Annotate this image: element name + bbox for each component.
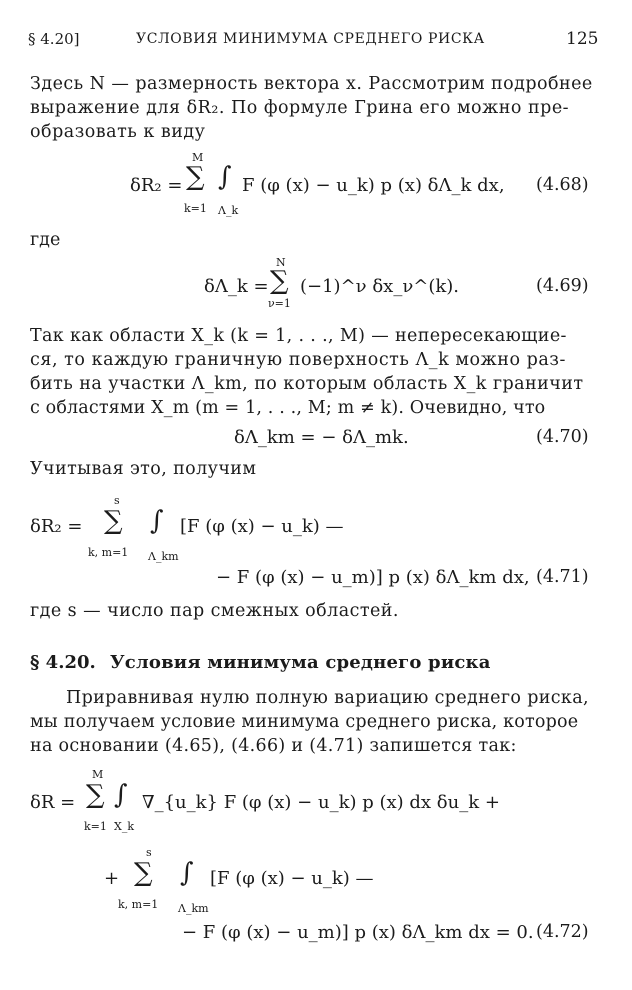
section-number: § 4.20. — [30, 652, 96, 673]
eq-number: (4.68) — [536, 175, 589, 195]
eq-lower-limit: ν=1 — [268, 297, 291, 310]
sum-symbol: ∑ — [134, 858, 153, 888]
integral-symbol: ∫ — [218, 162, 232, 192]
eq-lhs: δR₂ = — [30, 516, 83, 537]
paragraph-line: образовать к виду — [30, 122, 206, 142]
eq-number: (4.69) — [536, 276, 589, 296]
eq-line: − F (φ (x) − u_m)] p (x) δΛ_km dx = 0. — [182, 922, 534, 943]
eq-lower-limit: k=1 — [84, 820, 107, 833]
eq-upper-limit: M — [92, 768, 104, 781]
paragraph-line: на основании (4.65), (4.66) и (4.71) запишется так: — [30, 736, 517, 756]
paragraph-line: бить на участки Λ_km, по которым область X_k граничит — [30, 374, 584, 394]
header-section-mark: § 4.20] — [28, 30, 80, 48]
eq-number: (4.70) — [536, 427, 589, 447]
eq-lower-limit: k=1 — [184, 202, 207, 215]
sum-symbol: ∑ — [104, 506, 123, 536]
eq-lhs: δR = — [30, 792, 76, 813]
integral-symbol: ∫ — [180, 858, 194, 888]
eq-body: δΛ_km = − δΛ_mk. — [234, 427, 409, 448]
eq-number: (4.71) — [536, 567, 589, 587]
eq-domain: Λ_km — [148, 550, 179, 563]
paragraph-line: Здесь N — размерность вектора x. Рассмотрим подробнее — [30, 74, 593, 94]
integral-symbol: ∫ — [150, 506, 164, 536]
eq-number: (4.72) — [536, 922, 589, 942]
page-number: 125 — [566, 29, 599, 49]
eq-domain: Λ_k — [218, 204, 239, 217]
paragraph-line: мы получаем условие минимума среднего риска, которое — [30, 712, 579, 732]
eq-upper-limit: M — [192, 151, 204, 164]
sum-symbol: ∑ — [186, 162, 205, 192]
paragraph-line: с областями X_m (m = 1, . . ., M; m ≠ k). Очевидно, что — [30, 398, 546, 418]
eq-line: ∇_{u_k} F (φ (x) − u_k) p (x) dx δu_k + — [142, 792, 500, 813]
eq-lhs: δR₂ = — [130, 175, 183, 196]
eq-lower-limit: k, m=1 — [118, 898, 159, 911]
eq-upper-limit: s — [114, 494, 120, 507]
paragraph-line: Учитывая это, получим — [30, 459, 257, 479]
running-title: УСЛОВИЯ МИНИМУМА СРЕДНЕГО РИСКА — [136, 31, 485, 47]
paragraph-line: Приравнивая нулю полную вариацию среднего риска, — [66, 688, 589, 708]
paragraph-line: ся, то каждую граничную поверхность Λ_k можно раз- — [30, 350, 566, 370]
where-label: где — [30, 230, 61, 250]
eq-upper-limit: s — [146, 846, 152, 859]
eq-line: [F (φ (x) − u_k) — — [180, 516, 344, 537]
paragraph-line: где s — число пар смежных областей. — [30, 601, 399, 621]
eq-lower-limit: k, m=1 — [88, 546, 129, 559]
integral-symbol: ∫ — [114, 780, 128, 810]
plus-sign: + — [104, 868, 120, 889]
eq-line: [F (φ (x) − u_k) — — [210, 868, 374, 889]
section-title: Условия минимума среднего риска — [110, 652, 491, 673]
eq-lhs: δΛ_k = — [204, 276, 269, 297]
eq-body: F (φ (x) − u_k) p (x) δΛ_k dx, — [242, 175, 505, 196]
eq-domain: Λ_km — [178, 902, 209, 915]
sum-symbol: ∑ — [270, 266, 289, 296]
eq-upper-limit: N — [276, 256, 286, 269]
sum-symbol: ∑ — [86, 780, 105, 810]
paragraph-line: выражение для δR₂. По формуле Грина его можно пре- — [30, 98, 570, 118]
eq-body: (−1)^ν δx_ν^(k). — [300, 276, 460, 297]
eq-domain: X_k — [114, 820, 134, 833]
eq-line: − F (φ (x) − u_m)] p (x) δΛ_km dx, — [216, 567, 530, 588]
paragraph-line: Так как области X_k (k = 1, . . ., M) — непересекающие- — [30, 326, 567, 346]
